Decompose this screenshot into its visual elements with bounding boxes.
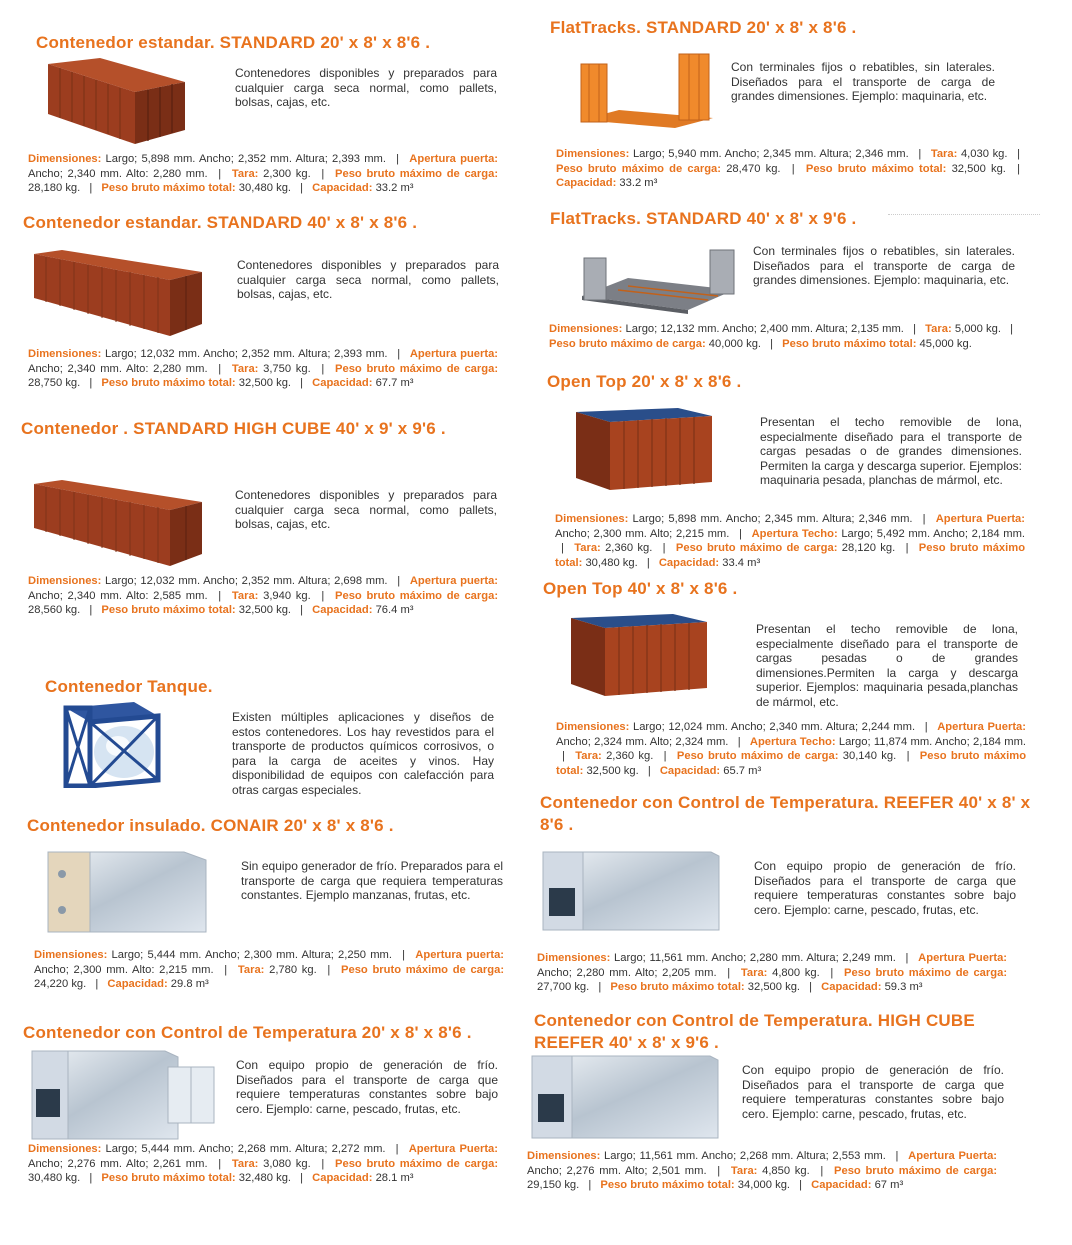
spec-item	[556, 163, 781, 175]
spec-label: Tara:	[740, 966, 768, 979]
spec-separator: |	[905, 952, 909, 964]
card-description: Con equipo propio de generación de frío. Diseñados para el transporte de carga que requiere temperaturas constantes sobre bajo cero. Ejemplo: carne, pescado, frutas, etc.	[236, 1058, 498, 1116]
spec-value: 2,780 kg.	[264, 963, 317, 976]
card-specs	[28, 347, 498, 391]
spec-label: Peso bruto máximo total:	[600, 1179, 735, 1191]
card-specs	[537, 951, 1007, 995]
card-title: Contenedor . STANDARD HIGH CUBE 40' x 9' x 9'6 .	[21, 419, 446, 438]
spec-item	[28, 575, 388, 587]
spec-item	[659, 557, 760, 569]
spec-separator: |	[1017, 148, 1021, 160]
card-title: Contenedor estandar. STANDARD 40' x 8' x 8'6 .	[23, 213, 418, 232]
spec-separator: |	[830, 966, 834, 979]
spec-value: Largo; 5,940 mm. Ancho; 2,345 mm. Altura; 2,346 mm.	[629, 148, 909, 160]
spec-value: 3,750 kg.	[258, 362, 311, 375]
spec-item	[741, 967, 820, 979]
spec-item	[660, 765, 761, 777]
spec-label: Dimensiones:	[549, 323, 623, 335]
card-title: Contenedor Tanque.	[45, 677, 213, 696]
spec-separator: |	[562, 750, 565, 762]
spec-label: Capacidad:	[811, 1179, 872, 1191]
card-title: Contenedor con Control de Temperatura 20' x 8' x 8'6 .	[23, 1023, 472, 1042]
spec-separator: |	[922, 513, 926, 525]
spec-value: Largo; 11,561 mm. Ancho; 2,268 mm. Altura; 2,553 mm.	[600, 1150, 886, 1162]
spec-label: Peso bruto máximo de carga:	[341, 963, 505, 976]
spec-value: 32,500 kg.	[235, 377, 292, 389]
spec-label: Peso bruto máximo de carga:	[549, 337, 706, 350]
card-title: Contenedor con Control de Temperatura. HIGH CUBE REEFER 40' x 8' x 9'6 .	[534, 1011, 975, 1052]
spec-label: Capacidad:	[107, 978, 168, 990]
spec-separator: |	[820, 1164, 824, 1177]
spec-value: 28,560 kg.	[28, 604, 81, 616]
spec-separator: |	[662, 542, 666, 554]
spec-separator: |	[737, 735, 741, 748]
spec-separator: |	[647, 764, 651, 777]
reefer-container-icon	[530, 1054, 720, 1140]
spec-separator: |	[89, 604, 93, 616]
spec-separator: |	[218, 589, 222, 602]
spec-item	[312, 1172, 413, 1184]
spec-value: Largo; 5,444 mm. Ancho; 2,300 mm. Altura; 2,250 mm.	[107, 949, 392, 961]
spec-value: Ancho; 2,324 mm. Alto; 2,324 mm.	[556, 735, 729, 748]
spec-label: Tara:	[730, 1164, 758, 1177]
spec-item	[537, 952, 896, 964]
card-specs	[549, 322, 1019, 351]
reefer-container-icon	[30, 1049, 220, 1141]
spec-label: Capacidad:	[312, 377, 373, 389]
spec-separator: |	[561, 542, 564, 554]
spec-item	[811, 1179, 903, 1191]
card-title: FlatTracks. STANDARD 40' x 8' x 9'6 .	[550, 209, 857, 228]
spec-label: Peso bruto máximo de carga:	[676, 750, 839, 762]
spec-item	[28, 153, 386, 165]
spec-value: 27,700 kg.	[537, 981, 590, 993]
spec-label: Apertura Puerta:	[937, 721, 1027, 733]
spec-item	[28, 348, 388, 360]
spec-label: Tara:	[930, 148, 958, 160]
spec-value: 30,480 kg.	[28, 1172, 81, 1184]
flatrack-container-icon	[578, 240, 738, 316]
spec-separator: |	[300, 604, 304, 616]
card-description: Contenedores disponibles y preparados para cualquier carga seca normal, como pallets, bolsas, cajas, etc.	[237, 258, 499, 301]
spec-item	[556, 721, 915, 733]
spec-separator: |	[321, 589, 325, 602]
spec-item	[821, 981, 922, 993]
spec-value: 28,470 kg.	[721, 162, 781, 175]
spec-value: 4,850 kg.	[757, 1164, 810, 1177]
spec-label: Apertura Puerta:	[918, 952, 1008, 964]
spec-separator: |	[770, 337, 774, 350]
spec-label: Apertura Puerta:	[408, 1143, 498, 1155]
spec-separator: |	[739, 527, 742, 540]
spec-label: Peso bruto máximo total:	[101, 377, 236, 389]
spec-value: 34,000 kg.	[734, 1179, 791, 1191]
spec-label: Tara:	[231, 362, 259, 375]
spec-separator: |	[799, 1179, 803, 1191]
spec-label: Tara:	[237, 963, 265, 976]
spec-value: 30,480 kg.	[582, 556, 638, 569]
spec-value: 30,140 kg.	[838, 750, 897, 762]
spec-label: Capacidad:	[658, 556, 720, 569]
spec-separator: |	[397, 348, 401, 360]
spec-label: Dimensiones:	[556, 148, 630, 160]
spec-separator: |	[895, 1150, 899, 1162]
spec-value: Ancho; 2,276 mm. Alto; 2,261 mm.	[28, 1157, 208, 1170]
card-title: FlatTracks. STANDARD 20' x 8' x 8'6 .	[550, 18, 857, 37]
spec-value: 2,300 kg.	[258, 167, 311, 180]
spec-label: Peso bruto máximo de carga:	[556, 162, 722, 175]
spec-label: Peso bruto máximo total:	[101, 1172, 236, 1184]
spec-value: 67 m³	[871, 1179, 904, 1191]
card-description: Presentan el techo removible de lona, especialmente diseñado para el transporte de cargas pesadas o de grandes dimensiones.Permiten la carga y descarga superior. Ejemplos: maquinaria pesada,planchas de mármol, etc.	[756, 622, 1018, 709]
spec-separator: |	[218, 1157, 222, 1170]
spec-item	[101, 377, 291, 389]
card-specs	[556, 720, 1026, 778]
spec-label: Dimensiones:	[34, 949, 108, 961]
card-title: Open Top 20' x 8' x 8'6 .	[547, 372, 742, 391]
spec-separator: |	[588, 1179, 592, 1191]
card-specs	[555, 512, 1025, 570]
spec-separator: |	[402, 949, 406, 961]
spec-separator: |	[791, 162, 795, 175]
spec-value: 28,120 kg.	[837, 542, 896, 554]
spec-separator: |	[300, 377, 304, 389]
spec-item	[34, 949, 392, 961]
spec-item	[238, 964, 317, 976]
spec-label: Tara:	[575, 750, 602, 762]
spec-separator: |	[1010, 323, 1014, 335]
card-description: Con equipo propio de generación de frío. Diseñados para el transporte de carga que requiere temperaturas constantes sobre bajo cero. Ejemplo: carne, pescado, frutas, etc.	[742, 1063, 1004, 1121]
spec-value: 33.2 m³	[372, 182, 414, 194]
spec-value: 3,080 kg.	[258, 1157, 311, 1170]
card-specs	[28, 1142, 498, 1186]
spec-item	[676, 542, 895, 554]
spec-label: Tara:	[231, 1157, 259, 1170]
spec-value: 3,940 kg.	[258, 589, 311, 602]
spec-value: 45,000 kg.	[916, 337, 972, 350]
spec-label: Apertura puerta:	[409, 575, 499, 587]
spec-separator: |	[906, 750, 910, 762]
spec-value: 65.7 m³	[720, 764, 762, 777]
spec-label: Capacidad:	[821, 981, 882, 993]
spec-value: Ancho; 2,340 mm. Alto: 2,280 mm.	[28, 362, 208, 375]
spec-item	[549, 323, 904, 335]
spec-item	[101, 182, 291, 194]
spec-value: 2,360 kg.	[601, 750, 654, 762]
spec-label: Dimensiones:	[28, 348, 102, 360]
card-description: Con equipo propio de generación de frío. Diseñados para el transporte de carga que requiere temperaturas constantes sobre bajo cero. Ejemplo: carne, pescado, frutas, etc.	[754, 859, 1016, 917]
spec-separator: |	[89, 1172, 93, 1184]
spec-item	[101, 1172, 291, 1184]
spec-value: 40,000 kg.	[705, 337, 762, 350]
spec-value: Ancho; 2,276 mm. Alto; 2,501 mm.	[527, 1164, 707, 1177]
open-top-container-icon	[569, 612, 709, 698]
insulated-container-icon	[44, 848, 209, 938]
spec-value: 32,500 kg.	[946, 162, 1006, 175]
flatrack-container-icon	[575, 50, 715, 130]
spec-value: Largo; 12,032 mm. Ancho; 2,352 mm. Altura; 2,698 mm.	[101, 575, 388, 587]
dry-container-icon	[30, 244, 205, 339]
open-top-container-icon	[574, 406, 714, 492]
spec-item	[232, 1158, 311, 1170]
spec-label: Tara:	[231, 589, 259, 602]
spec-value: 2,360 kg.	[600, 542, 653, 554]
card-description: Con terminales fijos o rebatibles, sin laterales. Diseñados para el transporte de carga de grandes dimensiones. Ejemplo: maquinaria, etc.	[753, 244, 1015, 287]
spec-label: Peso bruto máximo de carga:	[675, 542, 838, 554]
spec-label: Dimensiones:	[28, 575, 102, 587]
spec-value: 32,500 kg.	[583, 764, 639, 777]
card-specs	[527, 1149, 997, 1193]
spec-value: 32,500 kg.	[744, 981, 801, 993]
spec-separator: |	[809, 981, 813, 993]
spec-separator: |	[321, 167, 325, 180]
spec-item	[677, 750, 896, 762]
spec-value: Largo; 5,444 mm. Ancho; 2,268 mm. Altura; 2,272 mm.	[101, 1143, 386, 1155]
spec-value: Ancho; 2,300 mm. Alto; 2,215 mm.	[555, 527, 730, 540]
dry-container-icon	[40, 54, 190, 146]
spec-label: Capacidad:	[312, 604, 373, 616]
spec-value: 4,800 kg.	[767, 966, 820, 979]
spec-item	[312, 377, 413, 389]
spec-item	[925, 323, 1001, 335]
spec-value: Largo; 11,874 mm. Ancho; 2,184 mm.	[835, 735, 1026, 748]
spec-value: 33.4 m³	[719, 556, 761, 569]
spec-label: Peso bruto máximo de carga:	[335, 1157, 499, 1170]
spec-item	[28, 1143, 386, 1155]
spec-value: 29,150 kg.	[527, 1179, 580, 1191]
spec-label: Capacidad:	[659, 764, 721, 777]
spec-value: 59.3 m³	[881, 981, 923, 993]
spec-separator: |	[300, 1172, 304, 1184]
card-title: Contenedor insulado. CONAIR 20' x 8' x 8'6 .	[27, 816, 394, 835]
spec-label: Peso bruto máximo de carga:	[335, 362, 499, 375]
spec-value: Ancho; 2,340 mm. Alto: 2,585 mm.	[28, 589, 208, 602]
spec-label: Tara:	[925, 323, 952, 335]
spec-label: Dimensiones:	[28, 1143, 102, 1155]
spec-label: Capacidad:	[556, 177, 617, 189]
spec-item	[107, 978, 208, 990]
card-specs	[28, 574, 498, 618]
spec-value: 67.7 m³	[372, 377, 414, 389]
spec-label: Peso bruto máximo de carga:	[335, 589, 499, 602]
spec-separator: |	[321, 1157, 325, 1170]
spec-separator: |	[327, 963, 331, 976]
spec-value: 29.8 m³	[167, 978, 209, 990]
spec-item	[806, 163, 1006, 175]
spec-label: Dimensiones:	[28, 153, 102, 165]
spec-value: 32,500 kg.	[235, 604, 292, 616]
spec-item	[575, 750, 653, 762]
spec-separator: |	[224, 963, 228, 976]
spec-label: Apertura puerta:	[409, 348, 499, 360]
spec-label: Peso bruto máximo total:	[101, 182, 236, 194]
spec-item	[750, 736, 1026, 748]
spec-separator: |	[396, 153, 400, 165]
spec-label: Peso bruto máximo total:	[610, 981, 745, 993]
divider	[888, 214, 1040, 215]
spec-label: Peso bruto máximo total:	[555, 542, 1026, 569]
spec-value: 4,030 kg.	[957, 148, 1008, 160]
spec-separator: |	[905, 542, 909, 554]
spec-item	[555, 513, 913, 525]
spec-value: 33.2 m³	[616, 177, 658, 189]
spec-label: Tara:	[574, 542, 601, 554]
spec-item	[600, 1179, 790, 1191]
spec-label: Apertura Puerta:	[908, 1150, 998, 1162]
spec-separator: |	[1017, 162, 1021, 175]
spec-item	[312, 182, 413, 194]
spec-label: Dimensiones:	[556, 721, 630, 733]
spec-value: 30,480 kg.	[235, 182, 292, 194]
spec-value: Ancho; 2,340 mm. Alto: 2,280 mm.	[28, 167, 208, 180]
spec-separator: |	[397, 575, 401, 587]
reefer-container-icon	[541, 850, 721, 932]
dry-container-icon	[30, 474, 205, 569]
spec-label: Peso bruto máximo total:	[805, 162, 947, 175]
spec-separator: |	[918, 148, 922, 160]
spec-label: Capacidad:	[312, 182, 373, 194]
spec-separator: |	[663, 750, 667, 762]
spec-item	[574, 542, 652, 554]
spec-item	[782, 338, 972, 350]
spec-value: Largo; 12,024 mm. Ancho; 2,340 mm. Altura; 2,244 mm.	[629, 721, 916, 733]
spec-item	[232, 363, 311, 375]
spec-value: Largo; 5,898 mm. Ancho; 2,352 mm. Altura; 2,393 mm.	[101, 153, 386, 165]
spec-separator: |	[727, 966, 731, 979]
card-specs	[556, 147, 1026, 191]
spec-value: Largo; 12,132 mm. Ancho; 2,400 mm. Altura; 2,135 mm.	[622, 323, 904, 335]
spec-value: 32,480 kg.	[235, 1172, 292, 1184]
card-description: Con terminales fijos o rebatibles, sin laterales. Diseñados para el transporte de carga de grandes dimensiones. Ejemplo: maquinaria, etc.	[731, 60, 995, 103]
card-specs	[34, 948, 504, 992]
card-description: Contenedores disponibles y preparados para cualquier carga seca normal, como pallets, bolsas, cajas, etc.	[235, 66, 497, 109]
spec-item	[931, 148, 1008, 160]
spec-label: Peso bruto máximo de carga:	[335, 167, 499, 180]
spec-label: Apertura puerta:	[415, 949, 505, 961]
spec-label: Apertura Techo:	[749, 735, 836, 748]
spec-label: Peso bruto máximo total:	[782, 337, 917, 350]
spec-value: 76.4 m³	[372, 604, 414, 616]
spec-item	[731, 1165, 810, 1177]
spec-value: Largo; 12,032 mm. Ancho; 2,352 mm. Altura; 2,393 mm.	[101, 348, 388, 360]
tank-container-icon	[62, 702, 162, 788]
card-title: Contenedor estandar. STANDARD 20' x 8' x 8'6 .	[36, 33, 431, 52]
spec-value: Largo; 11,561 mm. Ancho; 2,280 mm. Altura; 2,249 mm.	[610, 952, 896, 964]
spec-separator: |	[395, 1143, 399, 1155]
spec-label: Dimensiones:	[537, 952, 611, 964]
card-title: Contenedor con Control de Temperatura. REEFER 40' x 8' x 8'6 .	[540, 793, 1031, 834]
spec-label: Dimensiones:	[555, 513, 629, 525]
spec-item	[232, 168, 311, 180]
spec-separator: |	[89, 377, 93, 389]
spec-separator: |	[89, 182, 93, 194]
card-specs	[28, 152, 498, 196]
spec-item	[752, 528, 1025, 540]
spec-label: Apertura Techo:	[751, 527, 838, 540]
spec-label: Capacidad:	[312, 1172, 373, 1184]
spec-value: Ancho; 2,280 mm. Alto; 2,205 mm.	[537, 966, 717, 979]
spec-value: Largo; 5,492 mm. Ancho; 2,184 mm.	[837, 527, 1026, 540]
card-description: Contenedores disponibles y preparados para cualquier carga seca normal, como pallets, bolsas, cajas, etc.	[235, 488, 497, 531]
spec-item	[556, 177, 657, 189]
spec-separator: |	[598, 981, 602, 993]
spec-separator: |	[95, 978, 99, 990]
spec-separator: |	[218, 362, 222, 375]
spec-separator: |	[300, 182, 304, 194]
spec-value: Largo; 5,898 mm. Ancho; 2,345 mm. Altura; 2,346 mm.	[628, 513, 913, 525]
spec-label: Dimensiones:	[527, 1150, 601, 1162]
spec-value: 28,180 kg.	[28, 182, 81, 194]
spec-label: Peso bruto máximo de carga:	[834, 1164, 998, 1177]
spec-value: 28,750 kg.	[28, 377, 81, 389]
card-description: Presentan el techo removible de lona, especialmente diseñado para el transporte de cargas pesadas o de grandes dimensiones. Permiten la carga y descarga superior. Ejemplos: maquinaria pesada, planchas de mármol, etc.	[760, 415, 1022, 487]
spec-item	[527, 1150, 886, 1162]
spec-separator: |	[321, 362, 325, 375]
spec-separator: |	[924, 721, 928, 733]
spec-label: Apertura Puerta:	[935, 513, 1025, 525]
spec-separator: |	[717, 1164, 721, 1177]
spec-label: Peso bruto máximo total:	[101, 604, 236, 616]
spec-label: Peso bruto máximo de carga:	[844, 966, 1008, 979]
spec-separator: |	[913, 323, 916, 335]
spec-item	[101, 604, 291, 616]
spec-value: 5,000 kg.	[951, 323, 1001, 335]
spec-item	[610, 981, 800, 993]
spec-separator: |	[218, 167, 222, 180]
spec-value: Ancho; 2,300 mm. Alto: 2,215 mm.	[34, 963, 214, 976]
card-description: Existen múltiples aplicaciones y diseños de estos contenedores. Los hay revestidos para el transporte de productos químicos corrosivos, o para la carga de aceites y vinos. Hay disponibilidad de equipos con calefacción para otras cargas especiales.	[232, 710, 494, 797]
spec-label: Peso bruto máximo total:	[556, 750, 1027, 777]
spec-separator: |	[646, 556, 650, 569]
spec-label: Apertura puerta:	[409, 153, 499, 165]
spec-value: 24,220 kg.	[34, 978, 87, 990]
spec-item	[232, 590, 311, 602]
spec-label: Tara:	[231, 167, 259, 180]
card-title: Open Top 40' x 8' x 8'6 .	[543, 579, 738, 598]
card-description: Sin equipo generador de frío. Preparados para el transporte de carga que requiera temperaturas constantes. Ejemplo manzanas, frutas, etc.	[241, 859, 503, 902]
spec-item	[312, 604, 413, 616]
spec-value: 28.1 m³	[372, 1172, 414, 1184]
spec-item	[556, 148, 909, 160]
spec-item	[549, 338, 761, 350]
